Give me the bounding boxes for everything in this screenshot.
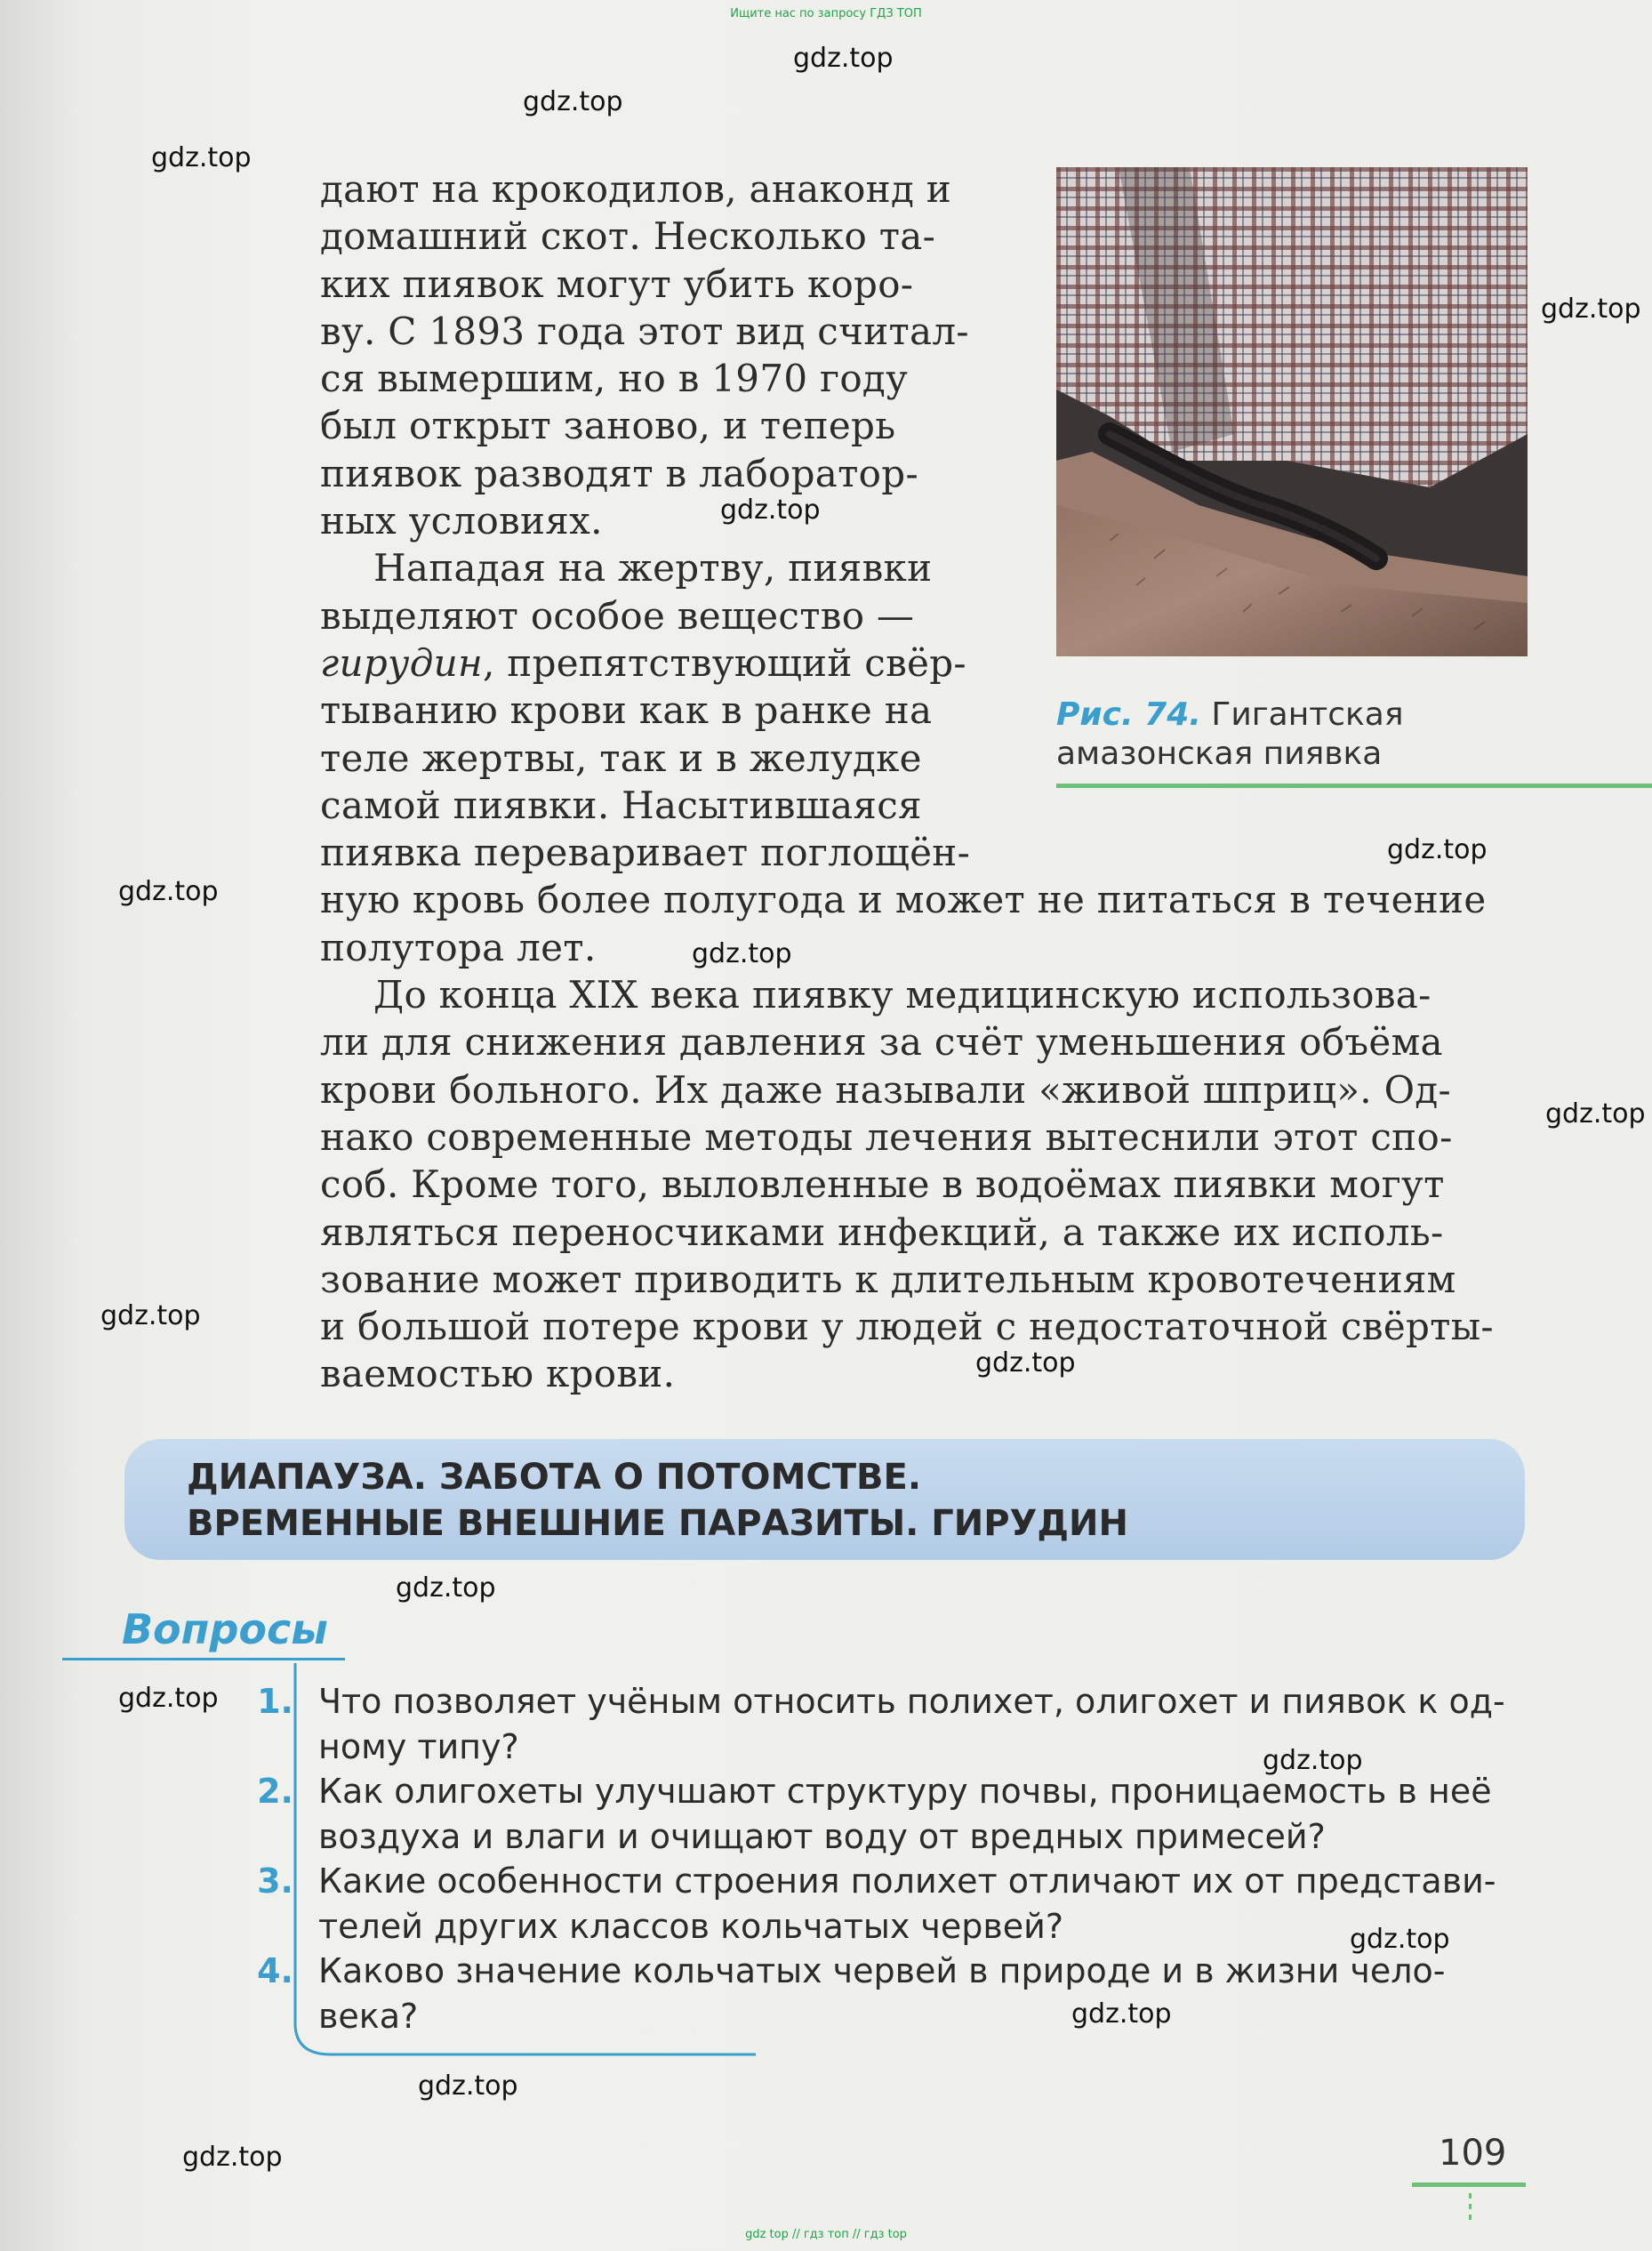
body-line: гирудин, препятствующий свёр- bbox=[320, 640, 966, 685]
body-line: теле жертвы, так и в желудке bbox=[320, 736, 922, 780]
body-line: тыванию крови как в ранке на bbox=[320, 688, 933, 733]
watermark: gdz.top bbox=[182, 2142, 283, 2173]
question-text: Что позволяет учёным относить полихет, олигохет и пиявок к од- bbox=[318, 1682, 1505, 1721]
body-line: являться переносчиками инфекций, а также их исполь- bbox=[320, 1210, 1444, 1254]
figure-caption-line1: Гигантская bbox=[1211, 696, 1404, 733]
watermark: gdz.top bbox=[118, 876, 219, 907]
body-line: дают на крокодилов, анаконд и bbox=[320, 167, 952, 211]
watermark: gdz.top bbox=[1541, 293, 1641, 325]
body-line: ваемостью крови. bbox=[320, 1352, 676, 1396]
figure-caption bbox=[1056, 695, 1590, 774]
questions-heading-rule bbox=[62, 1658, 345, 1660]
watermark: gdz.top bbox=[523, 86, 623, 117]
question-text: Какие особенности строения полихет отличают их от представи- bbox=[318, 1861, 1496, 1901]
leech-photo-illustration bbox=[1056, 167, 1528, 656]
questions-list bbox=[240, 1679, 1505, 2038]
watermark: gdz.top bbox=[793, 43, 894, 74]
page-number: 109 bbox=[1439, 2133, 1507, 2174]
body-line: ву. С 1893 года этот вид считал- bbox=[320, 309, 969, 353]
question-item bbox=[240, 1949, 1505, 2038]
watermark: gdz.top bbox=[100, 1300, 201, 1331]
watermark: gdz.top bbox=[692, 938, 792, 969]
body-line: самой пиявки. Насытившаяся bbox=[320, 783, 922, 827]
body-line: и большой потере крови у людей с недостаточной свёрты- bbox=[320, 1305, 1494, 1349]
watermark: gdz.top bbox=[151, 142, 252, 173]
leech-photo bbox=[1056, 167, 1528, 656]
body-line: пиявка переваривает поглощён- bbox=[320, 831, 971, 875]
question-text: ному типу? bbox=[318, 1726, 519, 1766]
body-line: пиявок разводят в лаборатор- bbox=[320, 451, 918, 495]
figure-number: Рис. 74. bbox=[1056, 696, 1201, 733]
watermark: gdz.top bbox=[975, 1347, 1076, 1379]
figure-caption-line2: амазонская пиявка bbox=[1056, 736, 1383, 772]
body-line: ких пиявок могут убить коро- bbox=[320, 261, 914, 306]
watermark: gdz.top bbox=[1350, 1924, 1450, 1955]
question-number: 3. bbox=[257, 1861, 293, 1901]
key-concepts-line2: ВРЕМЕННЫЕ ВНЕШНИЕ ПАРАЗИТЫ. ГИРУДИН bbox=[187, 1503, 1128, 1544]
key-concepts-text bbox=[187, 1454, 1128, 1547]
page-number-rule bbox=[1412, 2183, 1526, 2187]
body-line: нако современные методы лечения вытеснили этот спо- bbox=[320, 1114, 1453, 1159]
body-line: Нападая на жертву, пиявки bbox=[373, 546, 933, 591]
question-item bbox=[240, 1859, 1505, 1949]
body-line: ную кровь более полугода и может не питаться в течение bbox=[320, 878, 1487, 922]
key-concepts-line1: ДИАПАУЗА. ЗАБОТА О ПОТОМСТВЕ. bbox=[187, 1457, 922, 1498]
watermark: gdz.top bbox=[1263, 1745, 1363, 1776]
body-line: крови больного. Их даже называли «живой шприц». Од- bbox=[320, 1067, 1451, 1112]
question-text: телей других классов кольчатых червей? bbox=[318, 1906, 1064, 1946]
question-number: 2. bbox=[257, 1772, 293, 1811]
watermark: gdz.top bbox=[1545, 1098, 1646, 1130]
watermark: gdz.top bbox=[1071, 1998, 1172, 2030]
term-hirudin: гирудин bbox=[320, 640, 483, 685]
body-line: соб. Кроме того, выловленные в водоёмах пиявки могут bbox=[320, 1162, 1445, 1207]
question-text: Каково значение кольчатых червей в природе и в жизни чело- bbox=[318, 1951, 1446, 1990]
bottom-banner: gdz top // гдз топ // гдз top bbox=[745, 2228, 907, 2241]
caption-divider bbox=[1056, 784, 1652, 788]
question-number: 1. bbox=[257, 1682, 293, 1721]
watermark: gdz.top bbox=[118, 1683, 219, 1714]
question-item bbox=[240, 1769, 1505, 1859]
watermark: gdz.top bbox=[418, 2070, 518, 2102]
body-line: полутора лет. bbox=[320, 925, 597, 969]
top-banner: Ищите нас по запросу ГДЗ ТОП bbox=[730, 7, 922, 20]
body-line: ся вымершим, но в 1970 году bbox=[320, 357, 909, 401]
page-number-tick bbox=[1469, 2193, 1472, 2222]
question-item bbox=[240, 1679, 1505, 1769]
body-line: был открыт заново, и теперь bbox=[320, 404, 896, 448]
watermark: gdz.top bbox=[396, 1572, 496, 1604]
question-text: воздуха и влаги и очищают воду от вредных примесей? bbox=[318, 1816, 1326, 1856]
watermark: gdz.top bbox=[720, 494, 821, 526]
body-line: ли для снижения давления за счёт уменьшения объёма bbox=[320, 1020, 1443, 1065]
question-number: 4. bbox=[257, 1951, 293, 1990]
body-line: домашний скот. Несколько та- bbox=[320, 214, 936, 259]
body-line: До конца XIX века пиявку медицинскую использова- bbox=[373, 973, 1431, 1017]
body-line: выделяют особое вещество — bbox=[320, 593, 915, 638]
body-line: ных условиях. bbox=[320, 499, 603, 543]
question-text: века? bbox=[318, 1996, 419, 2036]
body-line: зование может приводить к длительным кровотечениям bbox=[320, 1257, 1456, 1301]
question-text: Как олигохеты улучшают структуру почвы, проницаемость в неё bbox=[318, 1772, 1492, 1811]
questions-heading: Вопросы bbox=[122, 1605, 328, 1653]
watermark: gdz.top bbox=[1387, 834, 1488, 865]
